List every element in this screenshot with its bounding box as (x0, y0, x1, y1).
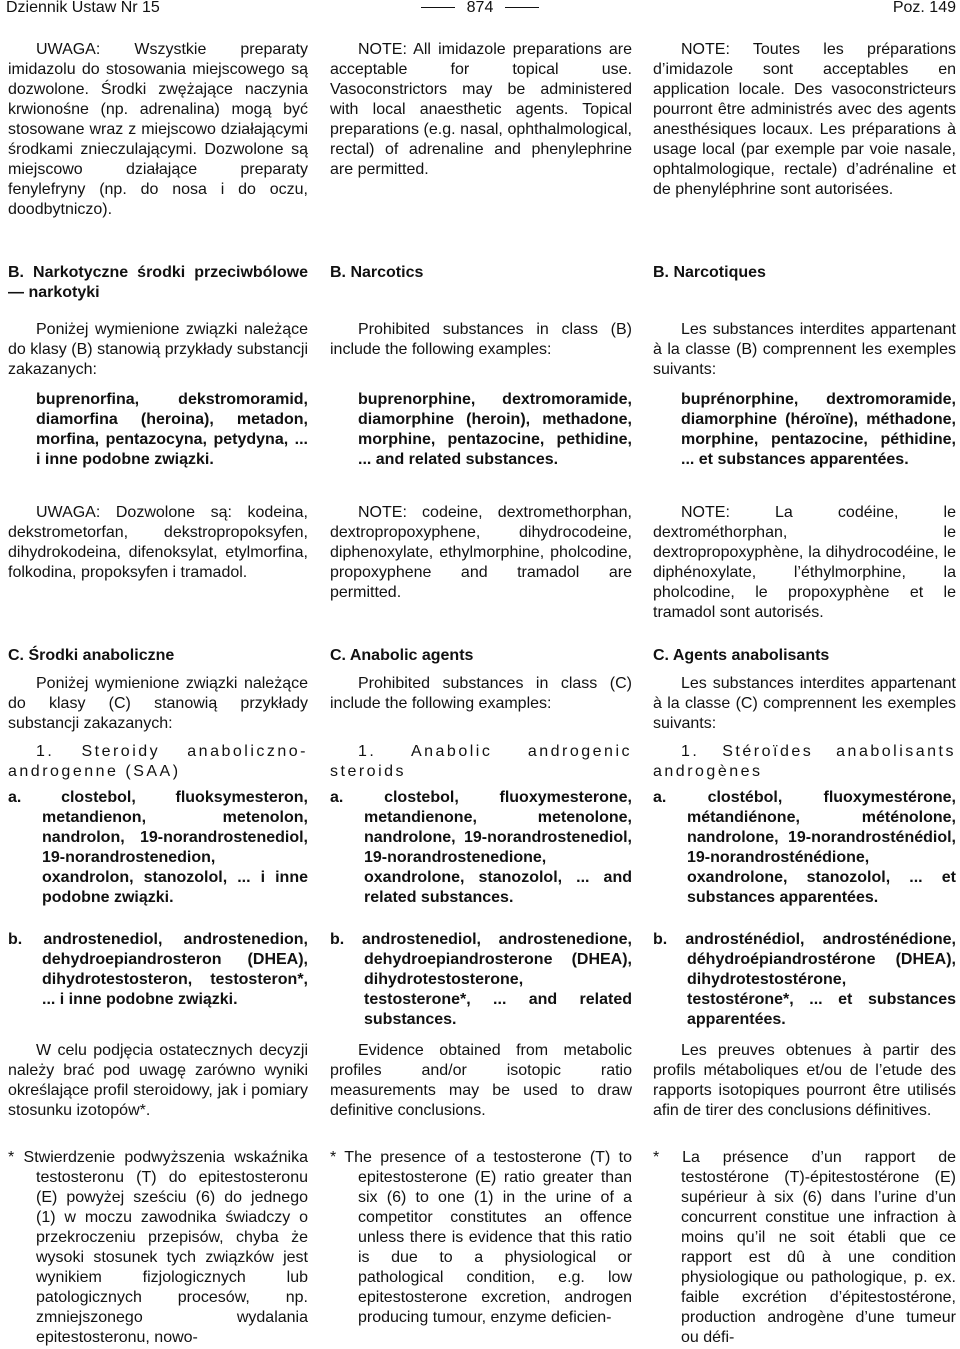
fr-note-imidazole-text: NOTE: Toutes les préparations d’imidazole sont acceptables en application locale. Des vasoconstricteurs pourront être administrés avec des agents anesthésiques locaux. Les préparations à usage local (par exemple par voie nasale, ophtalmologique, rectale) d’adrénaline et de phenyléphrine sont autorisées. (653, 41, 956, 198)
fr-section-c-heading-text: C. Agents anabolisants (653, 647, 830, 664)
fr-section-b-heading-text: B. Narcotiques (653, 264, 766, 281)
fr-c1-item-a (653, 788, 956, 908)
pl-c1-item-b (8, 930, 308, 1010)
position-number: Poz. 149 (892, 0, 956, 16)
fr-section-b-note (653, 503, 956, 623)
pl-section-c-heading-text: C. Środki anaboliczne (8, 647, 175, 664)
en-section-b-note-text: NOTE: codeine, dextromethorphan, dextropropoxyphene, dihydrocodeine, diphenoxylate, ethylmorphine, pholcodine, propoxyphene and tramadol are permitted. (330, 504, 632, 601)
en-section-b-heading-text: B. Narcotics (330, 264, 424, 281)
pl-section-b-note (8, 503, 308, 583)
en-note-imidazole (330, 40, 632, 180)
pl-section-b-intro (8, 320, 308, 380)
en-section-b-list-text: buprenorphine, dextromoramide, diamorphine (heroin), methadone, morphine, pentazocine, pethidine, ... and related substances. (358, 391, 632, 468)
en-section-b-note (330, 503, 632, 603)
pl-section-b-heading-text: B. Narkotyczne środki przeciwbólowe — narkotyki (8, 264, 308, 301)
pl-note-imidazole (8, 40, 308, 220)
fr-c1-heading-text: 1. Stéroïdes anabolisants androgènes (653, 743, 956, 780)
pl-section-b-list (8, 390, 308, 470)
pl-section-c-heading (8, 646, 308, 666)
fr-section-c-intro (653, 674, 956, 734)
page-header (0, 0, 960, 20)
fr-section-b-intro (653, 320, 956, 380)
fr-section-c-intro-text: Les substances interdites appartenant à la classe (C) comprennent les exemples suivants: (653, 675, 956, 732)
fr-evidence-text: Les preuves obtenues à partir des profils métaboliques et/ou de l’etude des rapports isotopiques pourront être utilisés afin de tirer des conclusions définitives. (653, 1042, 956, 1119)
en-section-b-intro (330, 320, 632, 360)
fr-section-b-list (653, 390, 956, 470)
pl-section-c-intro (8, 674, 308, 734)
fr-note-imidazole (653, 40, 956, 200)
fr-section-b-intro-text: Les substances interdites appartenant à la classe (B) comprennent les exemples suivants: (653, 321, 956, 378)
fr-c1-item-b-text: b. androsténédiol, androsténédione, déhydroépiandrostérone (DHEA), dihydrotestostérone, testostérone*, ... et substances apparentées. (653, 931, 956, 1028)
pl-footnote-text: * Stwierdzenie podwyższenia wskaźnika testosteronu (T) do epitestosteronu (E) powyżej sześciu (6) do jednego (1) w moczu zawodnika świadczy o przekroczeniu przepisów, chyba że wysoki stosunek tych związków jest wynikiem fizjologicznych lub patologicznych procesów, np. zmniejszonego wydalania epitestosteronu, nowo- (8, 1149, 308, 1346)
fr-footnote-text: * La présence d’un rapport de testostérone (T)-épitestostérone (E) supérieur à six (6) dans l’urine d’un concurrent constitue une infraction à moins qu’il ne soit établi que ce rapport est dû à une condition physiologique ou pathologique, p. ex. faible excrétion d’épitestostérone, production androgène d’une tumeur ou défi- (653, 1149, 956, 1346)
en-section-c-heading (330, 646, 632, 666)
en-c1-item-a (330, 788, 632, 908)
pl-evidence-text: W celu podjęcia ostatecznych decyzji należy brać pod uwagę zarówno wyniki określające profil steroidowy, jak i pomiary stosunku izotopów*. (8, 1042, 308, 1119)
pl-section-b-heading (8, 263, 308, 303)
en-section-b-heading (330, 263, 632, 283)
fr-evidence (653, 1041, 956, 1121)
en-section-c-heading-text: C. Anabolic agents (330, 647, 474, 664)
pl-evidence (8, 1041, 308, 1121)
pl-section-b-intro-text: Poniżej wymienione związki należące do klasy (B) stanowią przykłady substancji zakazanych: (8, 321, 308, 378)
fr-c1-item-a-text: a. clostébol, fluoxymestérone, métandiénone, méténolone, nandrolone, 19-norandrosténédiol, 19-norandrosténédione, oxandrolone, stanozolol, ... et substances apparentées. (653, 789, 956, 906)
en-footnote (330, 1148, 632, 1328)
en-evidence (330, 1041, 632, 1121)
en-evidence-text: Evidence obtained from metabolic profiles and/or isotopic ratio measurements may be used to draw definitive conclusions. (330, 1042, 632, 1119)
en-section-c-intro-text: Prohibited substances in class (C) include the following examples: (330, 675, 632, 712)
pl-section-b-note-text: UWAGA: Dozwolone są: kodeina, dekstrometorfan, dekstropropoksyfen, dihydrokodeina, difenoksylat, etylmorfina, folkodina, propoksyfen i tramadol. (8, 504, 308, 581)
pl-c1-item-b-text: b. androstenediol, androstenedion, dehydroepiandrosteron (DHEA), dihydrotestosteron, testosteron*, ... i inne podobne związki. (8, 931, 308, 1008)
en-footnote-text: * The presence of a testosterone (T) to epitestosterone (E) ratio greater than six (6) to one (1) in the urine of a competitor constitutes an offence unless there is evidence that this ratio is due to a physiological or pathological condition, e.g. low epitestosterone excretion, androgen producing tumour, enzyme deficien- (330, 1149, 632, 1326)
en-c1-item-a-text: a. clostebol, fluoxymesterone, metandienone, metenolone, nandrolone, 19-norandrostenediol, 19-norandrostenedione, oxandrolone, stanozolol, ... and related substances. (330, 789, 632, 906)
pl-c1-item-a (8, 788, 308, 908)
pl-c1-heading-text: 1. Steroidy anaboliczno-androgenne (SAA) (8, 743, 308, 780)
pl-c1-heading (8, 742, 308, 782)
en-section-c-intro (330, 674, 632, 714)
pl-section-b-list-text: buprenorfina, dekstromoramid, diamorfina (heroina), metadon, morfina, pentazocyna, petydyna, ... i inne podobne związki. (36, 391, 308, 468)
dash-left (421, 7, 455, 8)
en-section-b-intro-text: Prohibited substances in class (B) include the following examples: (330, 321, 632, 358)
fr-c1-item-b (653, 930, 956, 1030)
pl-note-imidazole-text: UWAGA: Wszystkie preparaty imidazolu do stosowania miejscowego są dozwolone. Środki zwężające naczynia krwionośne (np. adrenalina) mogą być stosowane wraz z miejscowo działającymi środkami znieczulającymi. Dozwolone są miejscowo działające preparaty fenylefryny (np. do nosa i do oczu, doodbytniczo). (8, 41, 308, 218)
pl-c1-item-a-text: a. clostebol, fluoksymesteron, metandienon, metenolon, nandrolon, 19-norandrostenediol, 19-norandrostenedion, oxandrolon, stanozolol, ... i inne podobne związki. (8, 789, 308, 906)
fr-footnote (653, 1148, 956, 1348)
page-number-text: 874 (466, 0, 494, 16)
en-c1-item-b (330, 930, 632, 1030)
en-c1-heading-text: 1. Anabolic androgenic steroids (330, 743, 632, 780)
fr-c1-heading (653, 742, 956, 782)
en-note-imidazole-text: NOTE: All imidazole preparations are acceptable for topical use. Vasoconstrictors may be administered with local anaesthetic agents. Topical preparations (e.g. nasal, ophthalmological, rectal) of adrenaline and phenylephrine are permitted. (330, 41, 632, 178)
pl-footnote (8, 1148, 308, 1348)
pl-section-c-intro-text: Poniżej wymienione związki należące do klasy (C) stanowią przykłady substancji zakazanych: (8, 675, 308, 732)
en-c1-heading (330, 742, 632, 782)
fr-section-b-heading (653, 263, 956, 283)
page-number (0, 0, 960, 16)
journal-title: Dziennik Ustaw Nr 15 (6, 0, 160, 16)
en-c1-item-b-text: b. androstenediol, androstenedione, dehydroepiandrosterone (DHEA), dihydrotestosterone, testosterone*, ... and related substances. (330, 931, 632, 1028)
fr-section-b-list-text: buprénorphine, dextromoramide, diamorphine (héroïne), méthadone, morphine, pentazocine, péthidine, ... et substances apparentées. (681, 391, 956, 468)
en-section-b-list (330, 390, 632, 470)
dash-right (505, 7, 539, 8)
fr-section-c-heading (653, 646, 956, 666)
fr-section-b-note-text: NOTE: La codéine, le dextrométhorphan, le dextropropoxyphène, la dihydrocodéine, le diphénoxylate, l’éthylmorphine, la pholcodine, le propoxyphène et le tramadol sont autorisés. (653, 504, 956, 621)
